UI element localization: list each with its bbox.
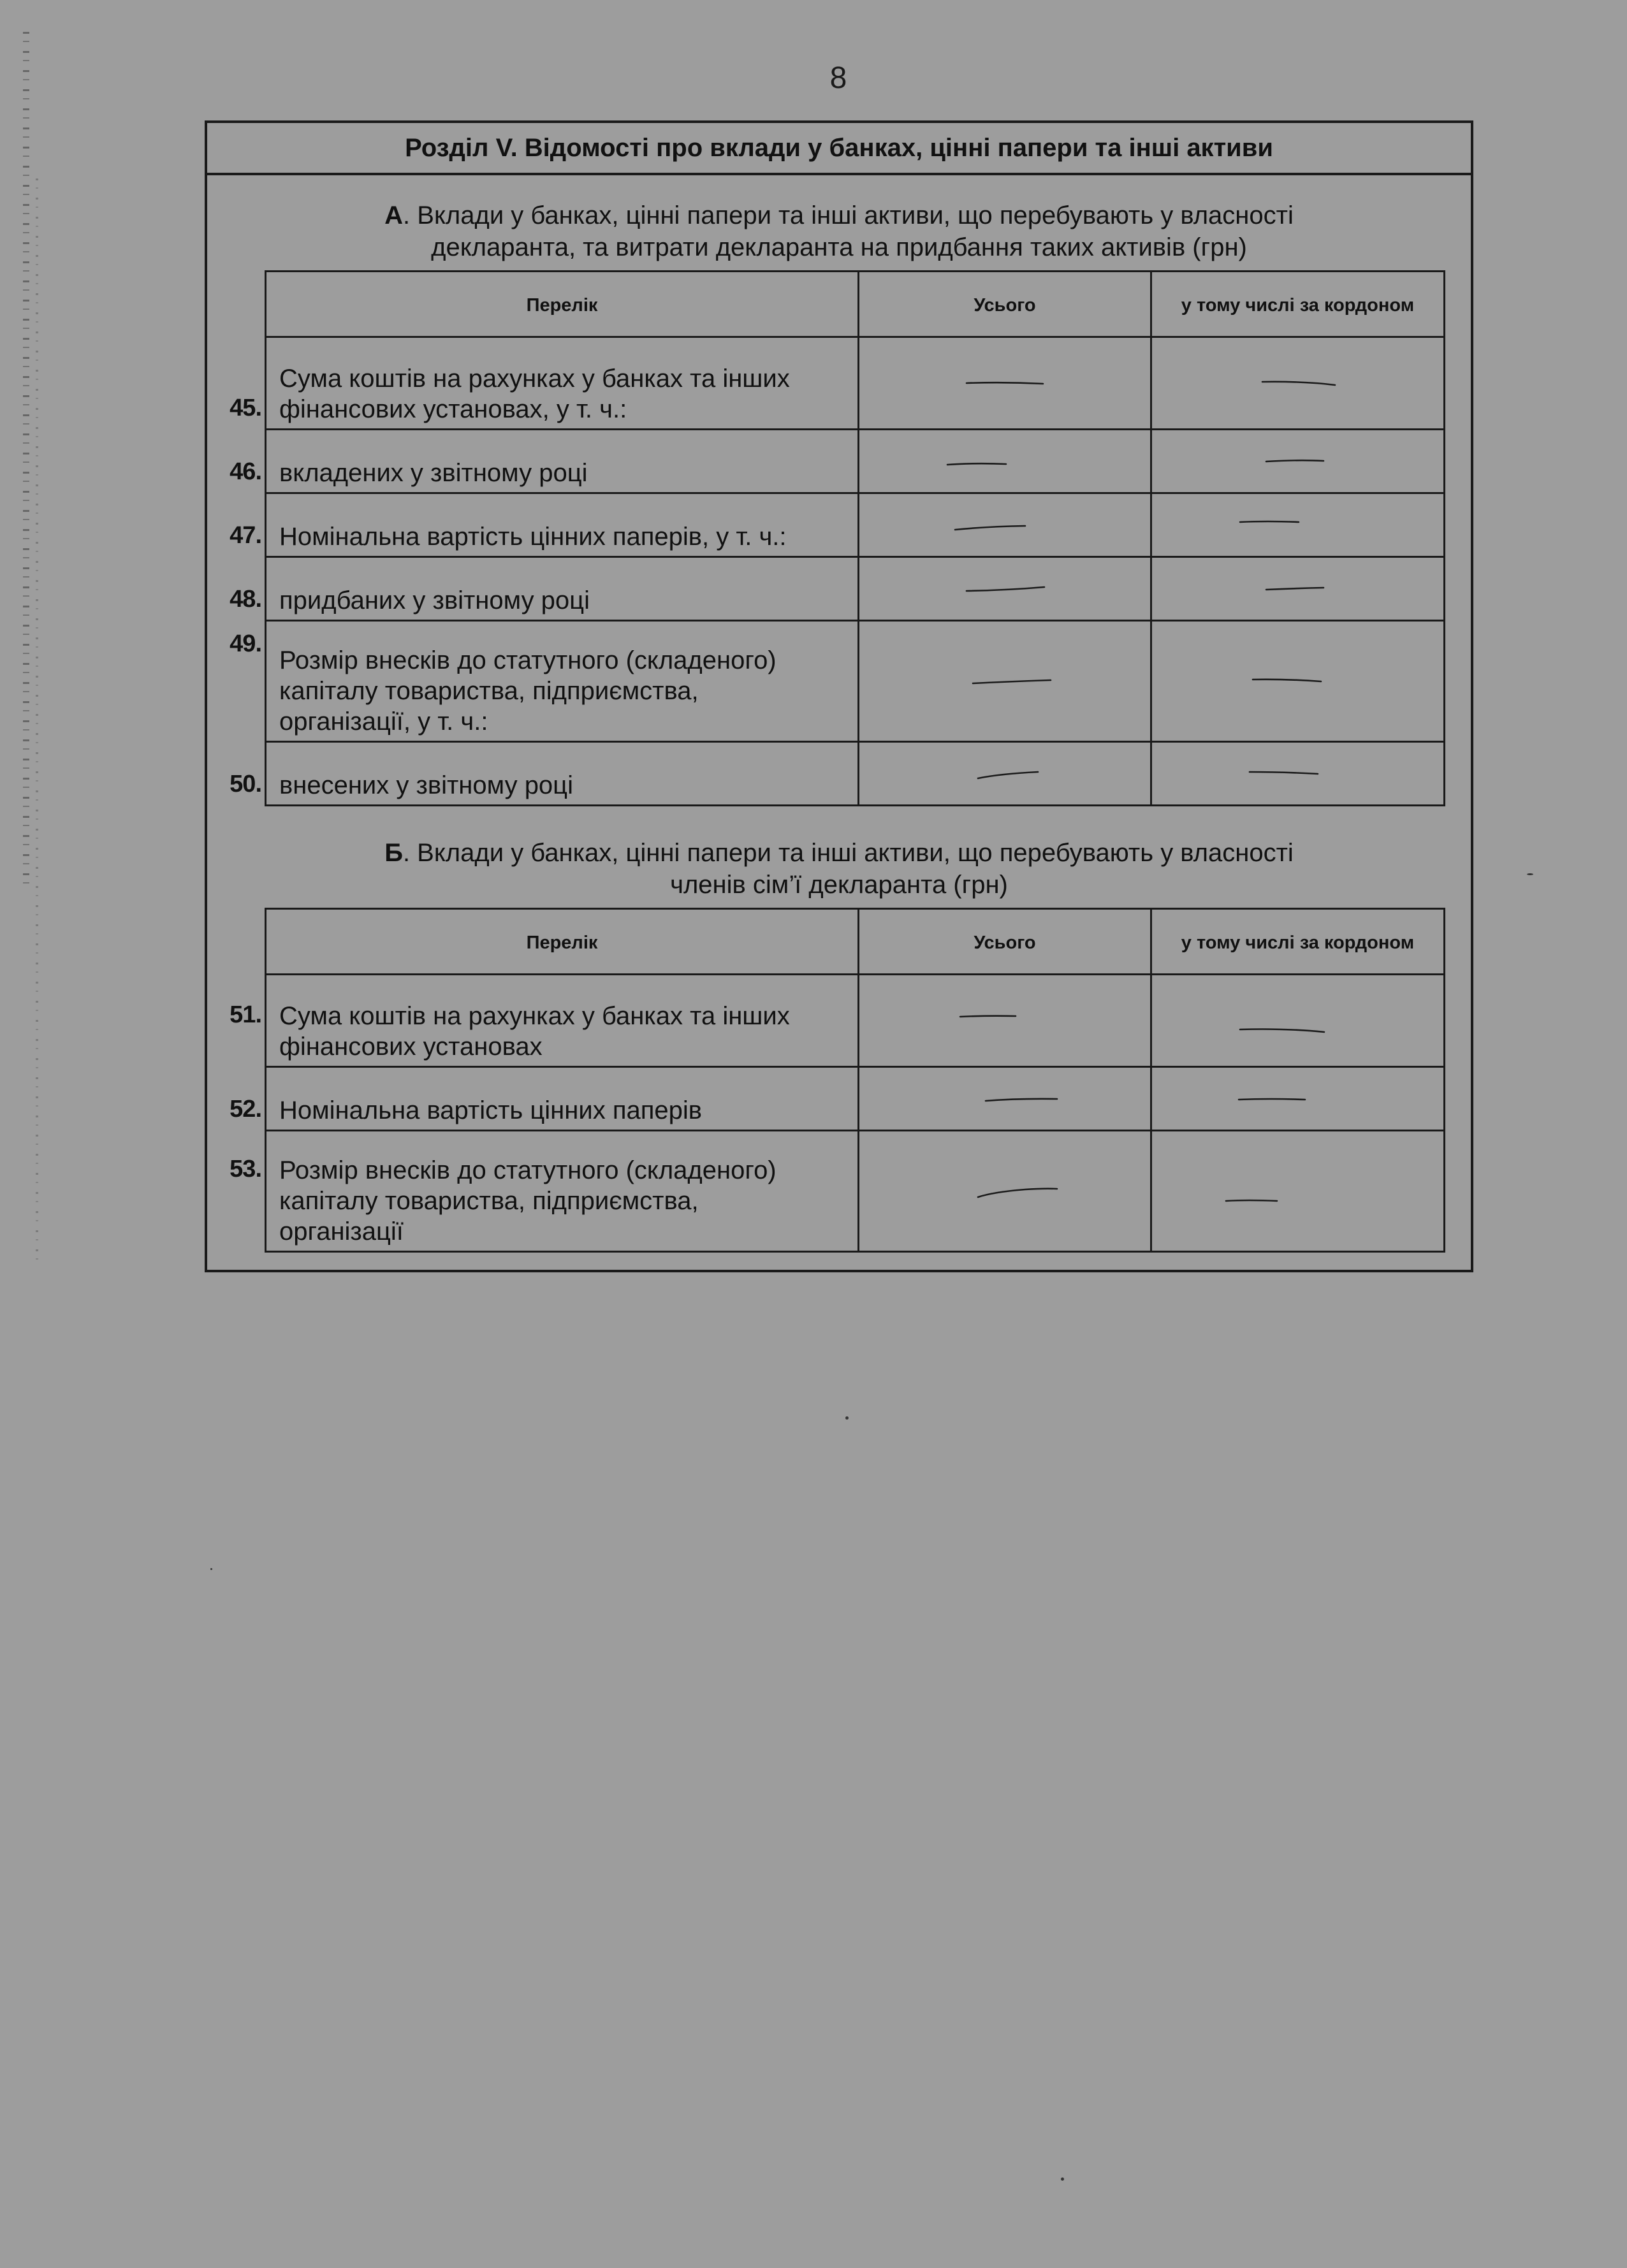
handwritten-dash: [968, 672, 1063, 691]
row-label-line: організації, у т. ч.:: [279, 708, 488, 736]
row-label-line: внесених у звітному році: [279, 771, 573, 799]
part-a-title-line2: декларанта, та витрати декларанта на придбання таких активів (грн): [431, 233, 1247, 261]
table-row: [266, 337, 1445, 430]
part-a-header-row: [266, 272, 1445, 337]
row-total-cell: [859, 975, 1151, 1067]
handwritten-dash: [1222, 1192, 1286, 1211]
handwritten-dash: [974, 764, 1051, 783]
section-v-box: [205, 120, 1473, 1272]
part-b-title-line2: членів сім’ї декларанта (грн): [670, 871, 1008, 899]
handwritten-dash: [961, 579, 1057, 599]
scan-speck: [845, 1416, 849, 1420]
part-a-table: [230, 270, 1445, 806]
table-row: [266, 1131, 1445, 1252]
table-row: [266, 1067, 1445, 1131]
row-label-line: Сума коштів на рахунках у банках та інших: [279, 1002, 790, 1030]
row-label: [230, 975, 859, 1067]
part-b-header-row: [266, 909, 1445, 975]
row-label-line: Номінальна вартість цінних паперів: [279, 1096, 703, 1124]
row-total-cell: [859, 337, 1151, 430]
handwritten-dash: [1235, 1023, 1331, 1042]
row-label: [230, 430, 859, 493]
header-abroad: у тому числі за кордоном: [1151, 272, 1445, 337]
table-row: [266, 430, 1445, 493]
table-row: [266, 557, 1445, 621]
handwritten-dash: [1235, 1089, 1311, 1109]
header-list: Перелік: [266, 909, 859, 975]
row-label-line: фінансових установах: [279, 1033, 543, 1061]
row-total-cell: [859, 742, 1151, 806]
row-number: 46.: [230, 458, 261, 485]
row-abroad-cell: [1151, 430, 1445, 493]
row-label-line: Сума коштів на рахунках у банках та інших: [279, 365, 790, 393]
part-a-title: [207, 200, 1471, 263]
row-abroad-cell: [1151, 975, 1445, 1067]
row-label: [230, 557, 859, 621]
scan-speck: [210, 1568, 212, 1570]
row-abroad-cell: [1151, 1131, 1445, 1252]
page-number: 8: [829, 61, 847, 95]
row-label-line: вкладених у звітному році: [279, 459, 588, 487]
row-number: 45.: [230, 395, 261, 421]
row-label: [230, 1067, 859, 1131]
table-row: [266, 975, 1445, 1067]
handwritten-dash: [1253, 377, 1343, 389]
row-label: [230, 493, 859, 557]
header-total: Усього: [859, 909, 1151, 975]
handwritten-dash: [1235, 516, 1311, 535]
handwritten-dash: [974, 1179, 1063, 1205]
row-total-cell: [859, 1131, 1151, 1252]
row-number: 52.: [230, 1096, 261, 1123]
row-total-cell: [859, 557, 1151, 621]
part-b-title-line1: [207, 837, 1471, 869]
header-abroad: у тому числі за кордоном: [1151, 909, 1445, 975]
handwritten-dash: [942, 452, 1032, 471]
row-label: [230, 1131, 859, 1252]
handwritten-dash: [981, 1089, 1070, 1109]
row-number: 47.: [230, 522, 261, 549]
row-label: [230, 742, 859, 806]
row-label-line: капіталу товариства, підприємства,: [279, 1187, 699, 1215]
handwritten-dash: [955, 1010, 1032, 1023]
row-total-cell: [859, 430, 1151, 493]
table-row: [266, 493, 1445, 557]
row-number: 49.: [230, 630, 261, 657]
handwritten-dash: [1260, 452, 1336, 471]
row-abroad-cell: [1151, 742, 1445, 806]
handwritten-dash: [960, 377, 1049, 389]
scan-speck: [1527, 873, 1533, 875]
row-label-line: організації: [279, 1218, 404, 1246]
table-row: [266, 742, 1445, 806]
row-total-cell: [859, 1067, 1151, 1131]
row-number: 51.: [230, 1001, 261, 1028]
row-total-cell: [859, 493, 1151, 557]
part-b-table: [230, 908, 1445, 1253]
header-list: Перелік: [266, 272, 859, 337]
row-label-line: Номінальна вартість цінних паперів, у т. ч.:: [279, 523, 787, 551]
row-abroad-cell: [1151, 557, 1445, 621]
row-number: 50.: [230, 771, 261, 797]
row-label-line: Розмір внесків до статутного (складеного): [279, 1156, 777, 1184]
handwritten-dash: [1248, 672, 1331, 691]
handwritten-dash: [1244, 764, 1327, 783]
part-b-title: [207, 837, 1471, 901]
row-label-line: капіталу товариства, підприємства,: [279, 677, 699, 705]
part-a-title-line1: [207, 200, 1471, 231]
row-abroad-cell: [1151, 493, 1445, 557]
scan-speck: [1061, 2177, 1064, 2181]
row-label-line: Розмір внесків до статутного (складеного): [279, 646, 777, 674]
part-b-lead: Б: [384, 839, 403, 867]
part-b-title-text1: . Вклади у банках, цінні папери та інші активи, що перебувають у власності: [402, 839, 1294, 867]
part-a-title-text1: . Вклади у банках, цінні папери та інші активи, що перебувають у власності: [403, 201, 1294, 229]
row-abroad-cell: [1151, 1067, 1445, 1131]
row-label-line: фінансових установах, у т. ч.:: [279, 395, 627, 423]
row-label: [230, 621, 859, 742]
row-label-line: придбаних у звітному році: [279, 586, 590, 614]
table-row: [266, 621, 1445, 742]
row-number: 53.: [230, 1156, 261, 1182]
scan-edge-artifact: [36, 178, 38, 1262]
handwritten-dash: [1260, 579, 1336, 599]
part-a-lead: А: [384, 201, 404, 229]
row-abroad-cell: [1151, 621, 1445, 742]
row-number: 48.: [230, 586, 261, 613]
handwritten-dash: [949, 516, 1038, 535]
scan-edge-artifact: [23, 32, 29, 892]
section-title: Розділ V. Відомості про вклади у банках, цінні папери та інші активи: [207, 123, 1471, 175]
row-total-cell: [859, 621, 1151, 742]
row-label: [230, 337, 859, 430]
header-total: Усього: [859, 272, 1151, 337]
row-abroad-cell: [1151, 337, 1445, 430]
